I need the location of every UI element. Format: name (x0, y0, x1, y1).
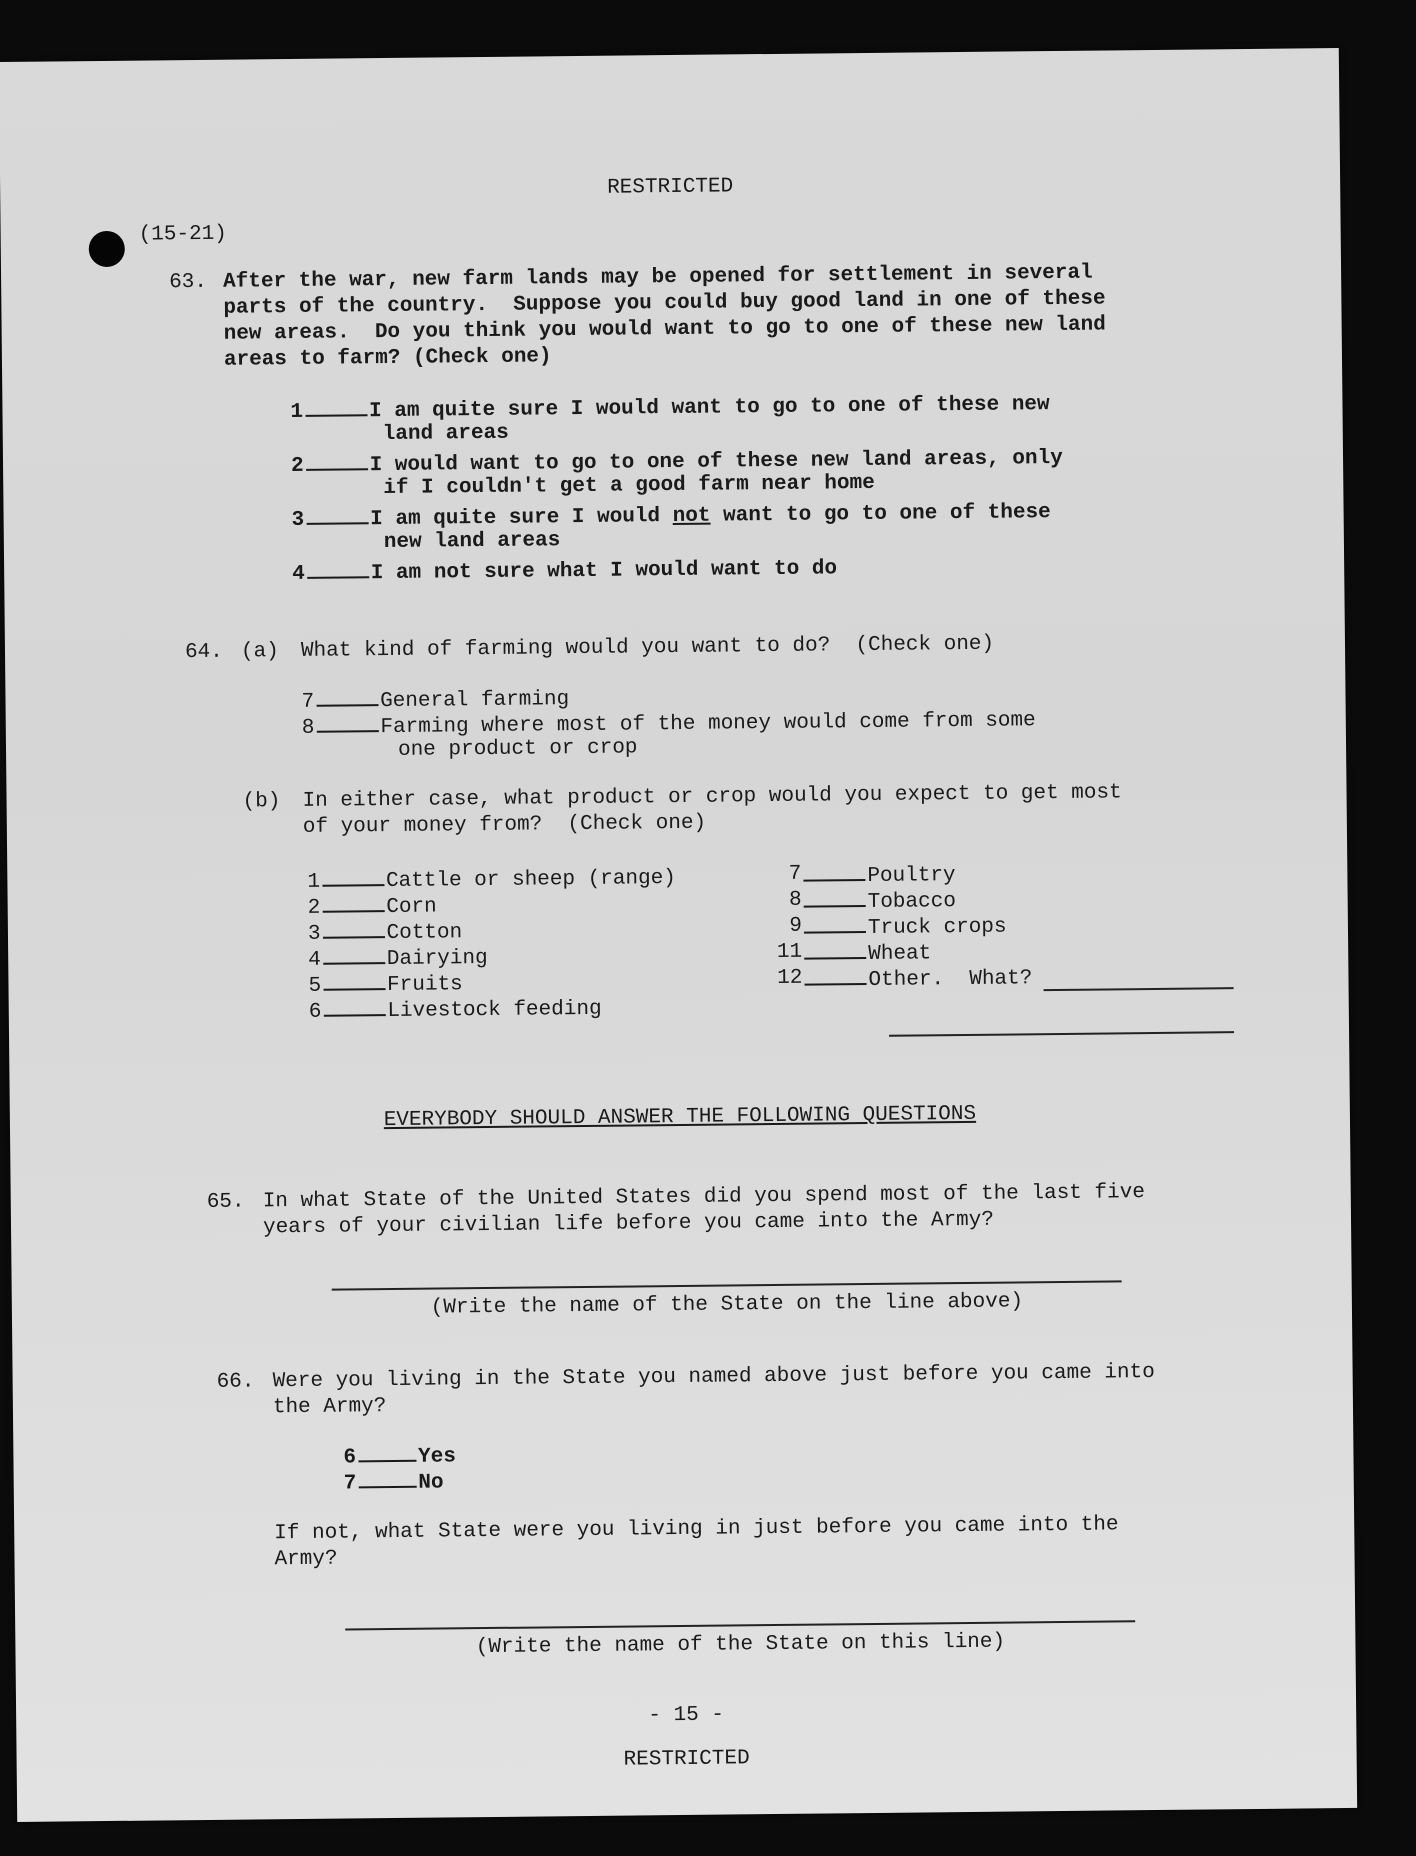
q64-b-text-line1: In either case, what product or crop would you expect to get most (302, 781, 1122, 813)
check-blank[interactable] (322, 918, 384, 939)
option-label: Poultry (867, 864, 956, 889)
option-label: Livestock feeding (387, 997, 602, 1024)
option-code: 3 (291, 508, 305, 533)
q63-text-line3: new areas. Do you think you would want to go to one of these new land (223, 313, 1106, 346)
q63-option-1[interactable] (290, 389, 1049, 426)
check-blank[interactable] (316, 712, 378, 733)
option-label: I am quite sure I would (370, 505, 673, 532)
q64-b-code-poultry: 7 (788, 862, 802, 886)
check-blank[interactable] (306, 450, 368, 471)
option-code: 7 (301, 690, 315, 714)
document-page (0, 48, 1357, 1822)
header-restricted: RESTRICTED (607, 175, 734, 200)
check-blank[interactable] (804, 965, 866, 986)
q64-a-option-8-cont: one product or crop (397, 736, 638, 762)
section-code: (15-21) (138, 222, 227, 247)
option-label: Dairying (386, 946, 488, 972)
option-code: 1 (290, 400, 304, 425)
underlined-not: not (672, 504, 711, 529)
punch-hole (89, 231, 125, 267)
q64-b-text-line2: of your money from? (Check one) (302, 811, 707, 839)
check-blank[interactable] (306, 504, 368, 525)
option-label: Other. What? (868, 967, 1033, 993)
q65-text-line2: years of your civilian life before you came into the Army? (262, 1208, 995, 1240)
q64-b-code-truck: 9 (789, 914, 803, 938)
option-code: 5 (308, 974, 322, 998)
q63-option-3[interactable] (291, 497, 1050, 534)
q64-a-text: What kind of farming would you want to do? (Check one) (300, 632, 995, 663)
q64-b-option-livestock[interactable] (309, 994, 602, 1026)
q64-b-code-wheat: 11 (776, 940, 803, 964)
q64-b-code-tobacco: 8 (788, 888, 802, 912)
option-code: 1 (307, 870, 321, 894)
q66-followup-line1: If not, what State were you living in just before you came into the (274, 1513, 1119, 1546)
option-label: General farming (380, 688, 570, 714)
option-code: 4 (308, 948, 321, 972)
q66-option-no[interactable] (344, 1467, 444, 1497)
option-label: Farming where most of the money would come from some (380, 709, 1036, 740)
q63-option-2-cont: if I couldn't get a good farm near home (383, 471, 875, 501)
check-blank[interactable] (323, 944, 385, 965)
q66-text-line2: the Army? (272, 1395, 387, 1420)
q63-option-3-cont: new land areas (383, 529, 561, 555)
q64-b-option-cattle[interactable] (307, 863, 676, 896)
option-label: I would want to go to one of these new land areas, only (369, 446, 1063, 478)
q64-b-label: (b) (242, 790, 281, 814)
q64-number: 64. (184, 640, 223, 665)
option-code: 6 (308, 1000, 322, 1024)
check-blank[interactable] (322, 866, 384, 887)
option-label: Cattle or sheep (range) (385, 867, 676, 894)
option-label: Yes (417, 1445, 456, 1469)
q63-option-4[interactable] (292, 553, 837, 588)
option-label: Corn (386, 895, 437, 920)
footer-restricted: RESTRICTED (623, 1747, 750, 1772)
q64-b-code-other: 12 (777, 966, 803, 990)
q63-text-line1: After the war, new farm lands may be opened for settlement in several (223, 261, 1093, 294)
q63-text-line4: areas to farm? (Check one) (223, 345, 552, 372)
other-write-in-line[interactable] (1044, 987, 1234, 991)
q64-b-option-other[interactable] (802, 963, 1032, 994)
option-code: 6 (343, 1446, 357, 1470)
option-label: No (418, 1471, 444, 1495)
q66-text-line1: Were you living in the State you named above just before you came into (272, 1361, 1155, 1394)
option-code: 2 (307, 896, 321, 920)
option-label-rest: want to go to one of these (710, 501, 1051, 528)
check-blank[interactable] (323, 970, 385, 991)
q65-number: 65. (206, 1190, 245, 1214)
q64-a-label: (a) (240, 640, 279, 664)
q63-option-1-cont: land areas (382, 421, 509, 447)
option-label: Tobacco (867, 890, 957, 915)
option-code: 7 (343, 1472, 357, 1496)
option-code: 8 (301, 716, 315, 740)
option-code: 2 (290, 454, 304, 479)
q65-caption: (Write the name of the State on the line above) (430, 1290, 1024, 1320)
check-blank[interactable] (804, 939, 866, 960)
option-label: I am quite sure I would want to go to one of these new (368, 393, 1050, 424)
check-blank[interactable] (323, 996, 385, 1017)
check-blank[interactable] (322, 892, 384, 913)
q66-caption: (Write the name of the State on this line) (475, 1630, 1006, 1660)
page-number: - 15 - (648, 1703, 725, 1728)
q63-text-line2: parts of the country. Suppose you could buy good land in one of these (223, 287, 1106, 320)
option-label: I am not sure what I would want to do (370, 557, 838, 586)
option-label: Cotton (386, 921, 463, 946)
check-blank[interactable] (358, 1442, 416, 1463)
check-blank[interactable] (804, 913, 866, 934)
q65-text-line1: In what State of the United States did you spend most of the last five (262, 1181, 1146, 1214)
check-blank[interactable] (358, 1468, 416, 1489)
other-write-in-line-2[interactable] (889, 1031, 1234, 1037)
check-blank[interactable] (804, 887, 866, 908)
option-code: 4 (292, 562, 305, 587)
option-label: Wheat (868, 942, 932, 967)
option-label: Fruits (387, 973, 463, 998)
q66-followup-line2: Army? (274, 1547, 338, 1572)
check-blank[interactable] (316, 686, 378, 707)
check-blank[interactable] (305, 396, 367, 417)
everybody-heading: EVERYBODY SHOULD ANSWER THE FOLLOWING QUESTIONS (383, 1102, 977, 1133)
option-label: Truck crops (867, 915, 1007, 941)
q63-number: 63. (169, 270, 208, 295)
check-blank[interactable] (803, 861, 865, 882)
q66-number: 66. (216, 1370, 255, 1394)
option-code: 3 (307, 922, 321, 946)
check-blank[interactable] (307, 558, 369, 579)
